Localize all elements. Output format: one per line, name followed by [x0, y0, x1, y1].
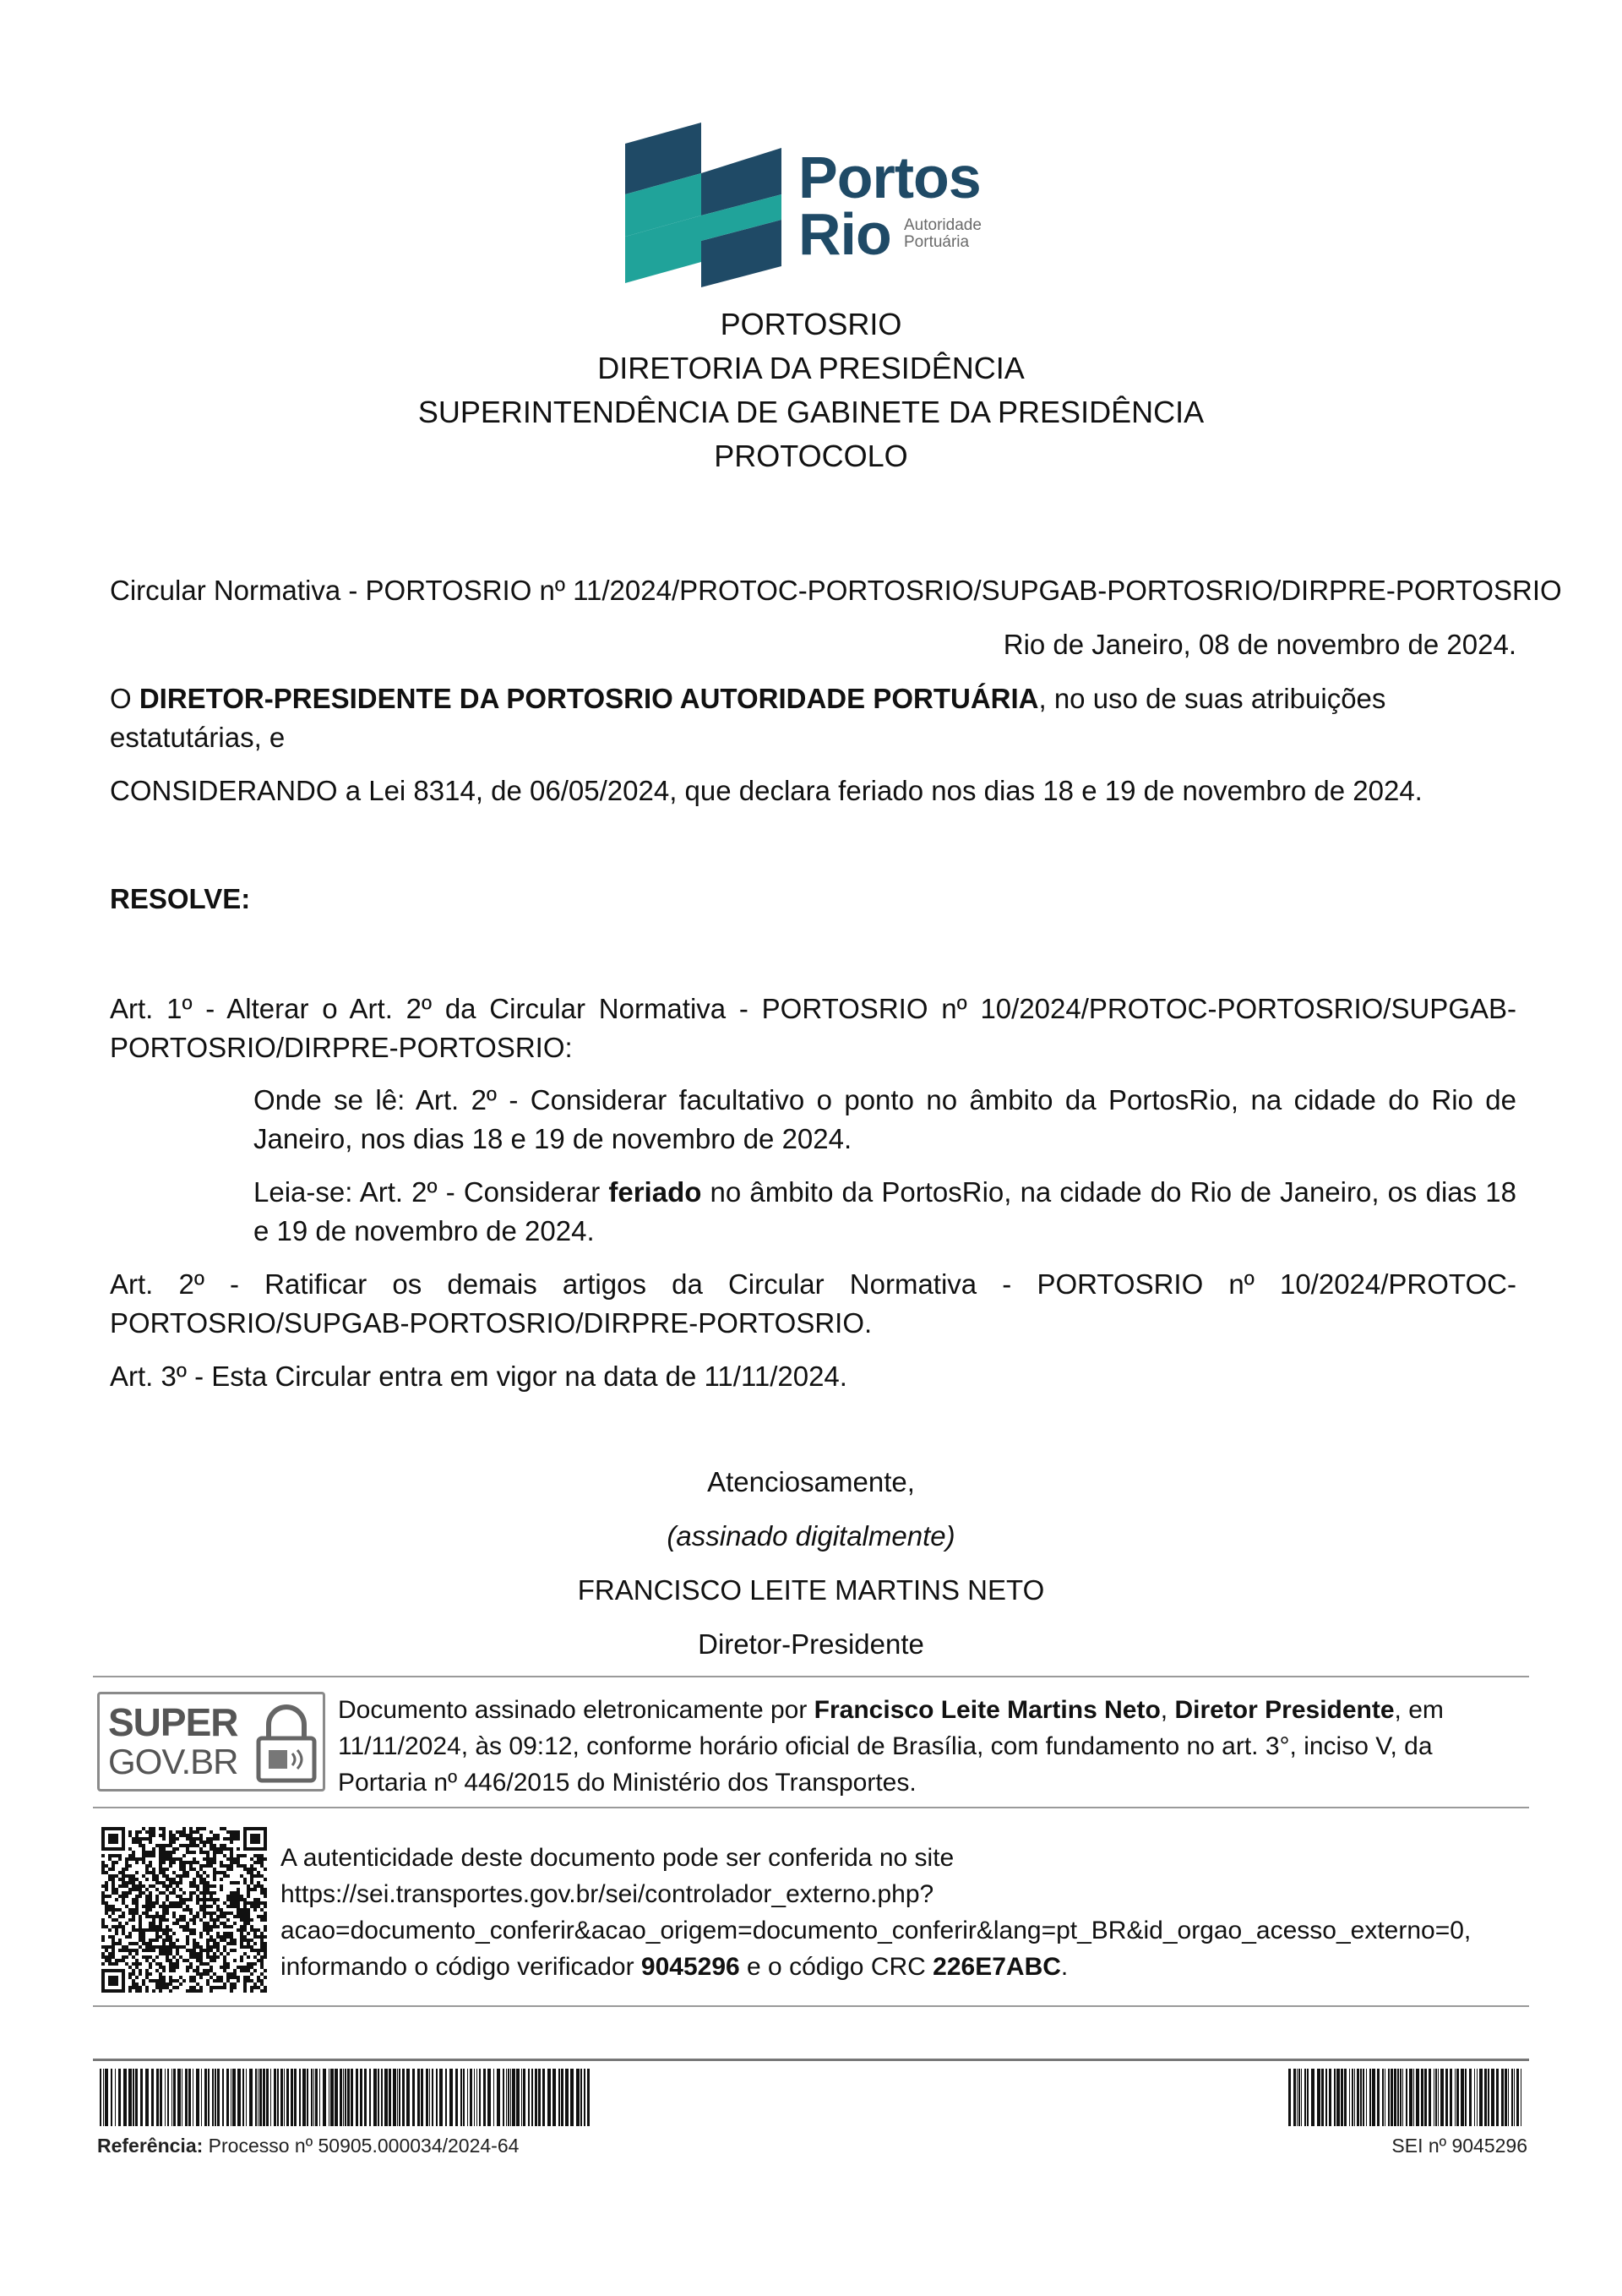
header-superintendence: SUPERINTENDÊNCIA DE GABINETE DA PRESIDÊNCIA [417, 395, 1205, 429]
leia-se-feriado: feriado [608, 1176, 702, 1208]
logo-tagline: Autoridade Portuária [904, 216, 982, 251]
intro-authority: DIRETOR-PRESIDENTE DA PORTOSRIO AUTORIDADE PORTUÁRIA [139, 683, 1039, 714]
article-3: Art. 3º - Esta Circular entra em vigor na data de 11/11/2024. [110, 1361, 847, 1392]
digital-signature-note: (assinado digitalmente) [667, 1520, 955, 1552]
signature-signer: Francisco Leite Martins Neto [814, 1696, 1161, 1724]
divider [93, 1676, 1529, 1677]
header-unit: PROTOCOLO [714, 439, 908, 473]
portosrio-logo [625, 123, 1014, 287]
barcode-sei-icon [1288, 2069, 1523, 2126]
header-org: PORTOSRIO [720, 307, 902, 341]
authenticity-url-params[interactable]: acao=documento_conferir&acao_origem=documento_conferir&lang=pt_BR&id_orgao_acesso_externo=0, [280, 1917, 1472, 1944]
footer-reference: Referência: Processo nº 50905.000034/2024-64 [97, 2135, 520, 2157]
verification-code: 9045296 [640, 1953, 740, 1981]
authenticity-url[interactable]: https://sei.transportes.gov.br/sei/controlador_externo.php? [280, 1880, 934, 1908]
qr-code-icon [101, 1827, 267, 1993]
signer-name: FRANCISCO LEITE MARTINS NETO [577, 1574, 1045, 1606]
footer-sei-number: SEI nº 9045296 [1391, 2135, 1527, 2157]
signer-role: Diretor-Presidente [698, 1628, 924, 1660]
barcode-process-icon [100, 2069, 594, 2126]
signature-details: Documento assinado eletronicamente por Francisco Leite Martins Neto, Diretor Presidente, em 11/11/2024, às 09:12, conforme horário oficial de Brasília, com fundamento no art. 3°, inciso V, da Portaria nº 446/2015 do Ministério dos Transportes. [338, 1696, 1444, 1797]
document-title: Circular Normativa - PORTOSRIO nº 11/2024/PROTOC-PORTOSRIO/SUPGAB-PORTOSRIO/DIRPRE-PORTOSRIO [110, 575, 1562, 606]
leia-se: Leia-se: Art. 2º - Considerar feriado no âmbito da PortosRio, na cidade do Rio de Janeiro, os dias 18 e 19 de novembro de 2024. [253, 1176, 1516, 1246]
intro-paragraph: O DIRETOR-PRESIDENTE DA PORTOSRIO AUTORIDADE PORTUÁRIA, no uso de suas atribuições estatutárias, e [110, 683, 1386, 753]
super-govbr-badge: SUPER GOV.BR [97, 1692, 325, 1792]
article-2: Art. 2º - Ratificar os demais artigos da Circular Normativa - PORTOSRIO nº 10/2024/PROTOC-PORTOSRIO/SUPGAB-PORTOSRIO/DIRPRE-PORTOSRIO. [110, 1268, 1516, 1339]
closing: Atenciosamente, [707, 1466, 915, 1497]
signature-role: Diretor Presidente [1174, 1696, 1395, 1724]
divider [93, 2005, 1529, 2007]
divider [93, 1807, 1529, 1808]
footer-rule [93, 2059, 1529, 2061]
crc-code: 226E7ABC [933, 1953, 1061, 1981]
considerando-paragraph: CONSIDERANDO a Lei 8314, de 06/05/2024, que declara feriado nos dias 18 e 19 de novembro de 2024. [110, 775, 1423, 806]
header-directorate: DIRETORIA DA PRESIDÊNCIA [597, 351, 1025, 385]
logo-mark-icon [625, 123, 794, 287]
authenticity-info: A autenticidade deste documento pode ser conferida no site https://sei.transportes.gov.br/sei/controlador_externo.php? acao=documento_conferir&acao_origem=documento_conferir&lang=pt_BR&id_orgao_acesso_externo=0, informando o código verificador 9045296 e o código CRC 226E7ABC. [280, 1840, 1565, 1985]
date-line: Rio de Janeiro, 08 de novembro de 2024. [1003, 629, 1516, 660]
lock-icon [253, 1701, 319, 1786]
logo-word-portos: Portos [798, 145, 981, 210]
logo-word-rio: Rio [798, 201, 891, 267]
resolve-heading: RESOLVE: [110, 883, 251, 914]
article-1: Art. 1º - Alterar o Art. 2º da Circular Normativa - PORTOSRIO nº 10/2024/PROTOC-PORTOSRIO/SUPGAB-PORTOSRIO/DIRPRE-PORTOSRIO: [110, 993, 1516, 1063]
onde-se-le: Onde se lê: Art. 2º - Considerar facultativo o ponto no âmbito da PortosRio, na cidade do Rio de Janeiro, nos dias 18 e 19 de novembro de 2024. [253, 1084, 1516, 1154]
document-header [0, 303, 1622, 478]
